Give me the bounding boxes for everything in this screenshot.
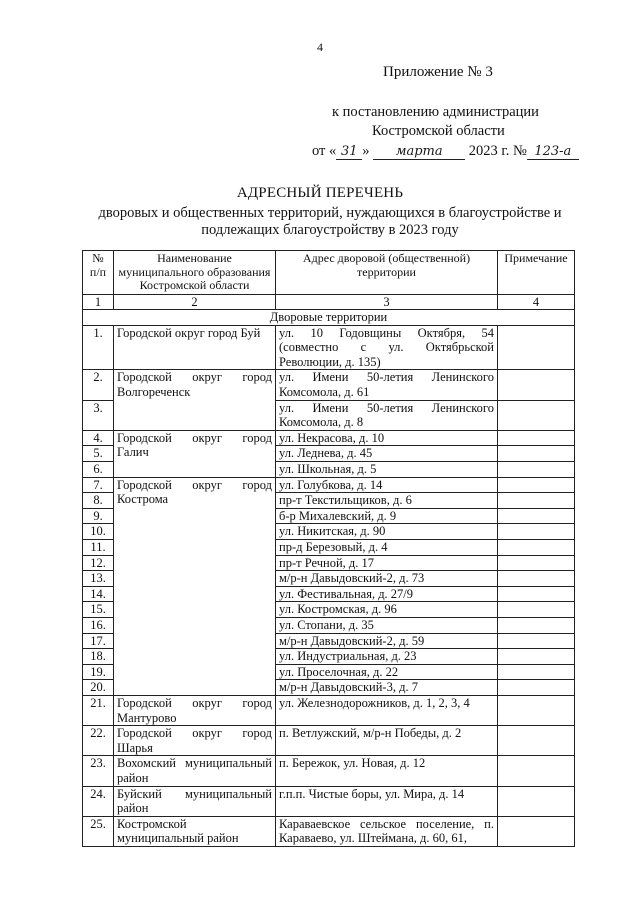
decree-date-line: [312, 143, 579, 160]
address-cell: Караваевское сельское поселение, п. Караваево, ул. Штеймана, д. 60, 61,: [276, 816, 498, 846]
row-number: 8.: [83, 493, 114, 509]
row-number: 21.: [83, 695, 114, 725]
decree-number: 123-а: [527, 144, 579, 160]
note-cell: [498, 680, 575, 696]
address-cell: м/р-н Давыдовский-2, д. 73: [276, 571, 498, 587]
decree-month: марта: [373, 144, 465, 160]
note-cell: [498, 462, 575, 478]
address-cell: ул. Голубкова, д. 14: [276, 477, 498, 493]
col-number-3: 3: [276, 294, 498, 310]
note-cell: [498, 633, 575, 649]
row-number: 3.: [83, 400, 114, 430]
municipality-cell: Городской округ город Буй: [114, 325, 276, 370]
row-number: 10.: [83, 524, 114, 540]
decree-line-2: Костромской области: [372, 123, 505, 139]
note-cell: [498, 664, 575, 680]
address-cell: пр-д Березовый, д. 4: [276, 540, 498, 556]
note-cell: [498, 508, 575, 524]
note-cell: [498, 555, 575, 571]
address-table: [82, 250, 575, 847]
row-number: 25.: [83, 816, 114, 846]
table-row: [83, 477, 575, 493]
address-cell: ул. Имени 50-летия Ленинского Комсомола, д. 61: [276, 370, 498, 400]
row-number: 18.: [83, 649, 114, 665]
appendix-label: Приложение № 3: [383, 64, 493, 80]
row-number: 16.: [83, 617, 114, 633]
row-number: 24.: [83, 786, 114, 816]
note-cell: [498, 446, 575, 462]
address-cell: ул. Индустриальная, д. 23: [276, 649, 498, 665]
decree-line-1: к постановлению администрации: [332, 104, 539, 120]
row-number: 6.: [83, 462, 114, 478]
row-number: 14.: [83, 586, 114, 602]
municipality-cell: Городской округ город Волгореченск: [114, 370, 276, 430]
address-cell: ул. Никитская, д. 90: [276, 524, 498, 540]
decree-close-quote: »: [362, 143, 370, 159]
row-number: 20.: [83, 680, 114, 696]
table-row: [83, 756, 575, 786]
note-cell: [498, 649, 575, 665]
row-number: 1.: [83, 325, 114, 370]
col-number-2: 2: [114, 294, 276, 310]
row-number: 17.: [83, 633, 114, 649]
note-cell: [498, 726, 575, 756]
table-row: [83, 726, 575, 756]
table-row: [83, 370, 575, 400]
address-cell: г.п.п. Чистые боры, ул. Мира, д. 14: [276, 786, 498, 816]
decree-day: 31: [336, 144, 362, 160]
header-municipality: Наименование муниципального образования Костромской области: [114, 251, 276, 295]
note-cell: [498, 695, 575, 725]
note-cell: [498, 493, 575, 509]
address-cell: ул. Некрасова, д. 10: [276, 430, 498, 446]
municipality-cell: Городской округ город Мантурово: [114, 695, 276, 725]
header-number: № п/п: [83, 251, 114, 295]
row-number: 15.: [83, 602, 114, 618]
note-cell: [498, 602, 575, 618]
note-cell: [498, 370, 575, 400]
row-number: 19.: [83, 664, 114, 680]
municipality-cell: Городской округ город Шарья: [114, 726, 276, 756]
address-cell: пр-т Речной, д. 17: [276, 555, 498, 571]
note-cell: [498, 430, 575, 446]
table-row: [83, 695, 575, 725]
address-cell: м/р-н Давыдовский-2, д. 59: [276, 633, 498, 649]
note-cell: [498, 400, 575, 430]
note-cell: [498, 524, 575, 540]
note-cell: [498, 586, 575, 602]
address-cell: п. Бережок, ул. Новая, д. 12: [276, 756, 498, 786]
row-number: 11.: [83, 540, 114, 556]
note-cell: [498, 325, 575, 370]
municipality-cell: Городской округ город Кострома: [114, 477, 276, 695]
address-cell: ул. Леднева, д. 45: [276, 446, 498, 462]
note-cell: [498, 816, 575, 846]
note-cell: [498, 617, 575, 633]
address-cell: ул. Железнодорожников, д. 1, 2, 3, 4: [276, 695, 498, 725]
municipality-cell: Буйский муниципальный район: [114, 786, 276, 816]
municipality-cell: Городской округ город Галич: [114, 430, 276, 477]
table-row: [83, 816, 575, 846]
row-number: 13.: [83, 571, 114, 587]
address-cell: п. Ветлужский, м/р-н Победы, д. 2: [276, 726, 498, 756]
table-row: [83, 786, 575, 816]
table-row: [83, 430, 575, 446]
row-number: 12.: [83, 555, 114, 571]
row-number: 7.: [83, 477, 114, 493]
page-number: 4: [317, 40, 323, 54]
section-title: Дворовые территории: [83, 310, 575, 326]
note-cell: [498, 786, 575, 816]
table-row: [83, 325, 575, 370]
section-row: [83, 310, 575, 326]
address-cell: м/р-н Давыдовский-3, д. 7: [276, 680, 498, 696]
note-cell: [498, 571, 575, 587]
row-number: 4.: [83, 430, 114, 446]
address-cell: ул. Фестивальная, д. 27/9: [276, 586, 498, 602]
row-number: 5.: [83, 446, 114, 462]
address-cell: пр-т Текстильщиков, д. 6: [276, 493, 498, 509]
decree-year: 2023 г. №: [468, 143, 527, 159]
row-number: 23.: [83, 756, 114, 786]
municipality-cell: Вохомский муниципальный район: [114, 756, 276, 786]
document-title: АДРЕСНЫЙ ПЕРЕЧЕНЬ: [236, 185, 404, 201]
address-cell: ул. Школьная, д. 5: [276, 462, 498, 478]
address-cell: ул. Стопани, д. 35: [276, 617, 498, 633]
document-subtitle: дворовых и общественных территорий, нуждающихся в благоустройстве и подлежащих благоустройству в 2023 году: [98, 205, 562, 238]
address-cell: ул. Проселочная, д. 22: [276, 664, 498, 680]
column-numbers-row: [83, 294, 575, 310]
municipality-cell: Костромской муниципальный район: [114, 816, 276, 846]
header-address: Адрес дворовой (общественной) территории: [276, 251, 498, 295]
address-cell: ул. Имени 50-летия Ленинского Комсомола, д. 8: [276, 400, 498, 430]
note-cell: [498, 756, 575, 786]
address-cell: ул. Костромская, д. 96: [276, 602, 498, 618]
row-number: 2.: [83, 370, 114, 400]
table-header-row: [83, 251, 575, 295]
address-cell: б-р Михалевский, д. 9: [276, 508, 498, 524]
decree-from: от «: [312, 143, 337, 159]
header-note: Примечание: [498, 251, 575, 295]
col-number-1: 1: [83, 294, 114, 310]
row-number: 9.: [83, 508, 114, 524]
address-cell: ул. 10 Годовщины Октября, 54 (совместно с ул. Октябрьской Революции, д. 135): [276, 325, 498, 370]
col-number-4: 4: [498, 294, 575, 310]
row-number: 22.: [83, 726, 114, 756]
note-cell: [498, 540, 575, 556]
note-cell: [498, 477, 575, 493]
